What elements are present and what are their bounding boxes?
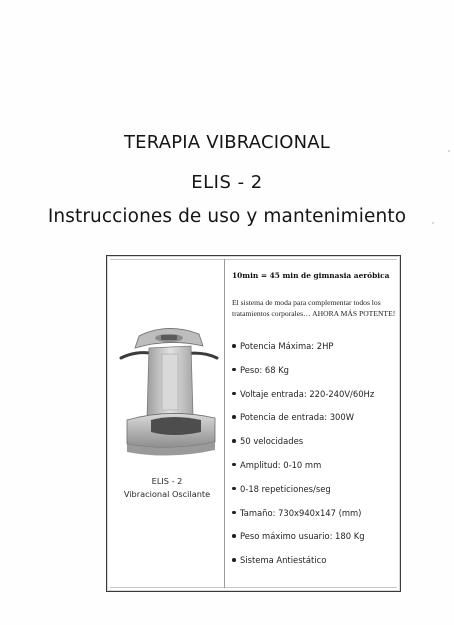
box-column-divider bbox=[224, 259, 225, 588]
spec-item bbox=[231, 339, 374, 363]
spec-text: 0-18 repeticiones/seg bbox=[240, 483, 331, 494]
spec-text: Tamaño: 730x940x147 (mm) bbox=[240, 507, 362, 518]
bullet-icon bbox=[232, 511, 236, 515]
product-caption-type: Vibracional Oscilante bbox=[123, 489, 211, 499]
bullet-icon bbox=[232, 392, 236, 396]
promo-description: El sistema de moda para complementar todos los tratamientos corporales… AHORA MÁS POTENTE! bbox=[232, 298, 396, 318]
spec-item bbox=[231, 553, 374, 577]
scan-speck bbox=[432, 222, 434, 224]
spec-text: Amplitud: 0-10 mm bbox=[240, 459, 322, 470]
spec-item bbox=[231, 482, 374, 506]
page-title: TERAPIA VIBRACIONAL bbox=[123, 132, 331, 153]
bullet-icon bbox=[232, 534, 236, 538]
spec-item bbox=[231, 434, 374, 458]
bullet-icon bbox=[232, 368, 236, 372]
spec-text: Peso: 68 Kg bbox=[240, 364, 290, 375]
document-subtitle: Instrucciones de uso y mantenimiento bbox=[47, 206, 407, 227]
spec-text: Potencia de entrada: 300W bbox=[240, 412, 354, 423]
bullet-icon bbox=[232, 558, 236, 562]
bullet-icon bbox=[232, 463, 236, 467]
spec-item bbox=[231, 363, 374, 387]
model-name: ELIS - 2 bbox=[191, 172, 263, 193]
spec-text: 50 velocidades bbox=[240, 436, 304, 447]
promo-headline: 10min = 45 min de gimnasia aeróbica bbox=[232, 271, 390, 280]
spec-text: Sistema Antiestático bbox=[240, 555, 327, 566]
vibration-platform-machine-icon bbox=[117, 324, 221, 464]
spec-text: Voltaje entrada: 220-240V/60Hz bbox=[240, 388, 375, 399]
box-inner-top-rule bbox=[110, 259, 397, 260]
spec-item bbox=[231, 506, 374, 530]
spec-text: Peso máximo usuario: 180 Kg bbox=[240, 531, 365, 542]
box-inner-bottom-rule bbox=[110, 587, 397, 588]
spec-text: Potencia Máxima: 2HP bbox=[240, 341, 334, 351]
product-caption-model: ELIS - 2 bbox=[151, 476, 183, 486]
spec-item bbox=[231, 410, 374, 434]
spec-item bbox=[231, 529, 374, 553]
spec-item bbox=[231, 387, 374, 411]
bullet-icon bbox=[232, 487, 236, 491]
spec-list bbox=[231, 339, 374, 577]
scan-speck bbox=[448, 150, 450, 152]
bullet-icon bbox=[232, 439, 236, 443]
bullet-icon bbox=[232, 415, 236, 419]
product-info-box bbox=[106, 255, 401, 592]
spec-item bbox=[231, 458, 374, 482]
bullet-icon bbox=[232, 344, 236, 348]
